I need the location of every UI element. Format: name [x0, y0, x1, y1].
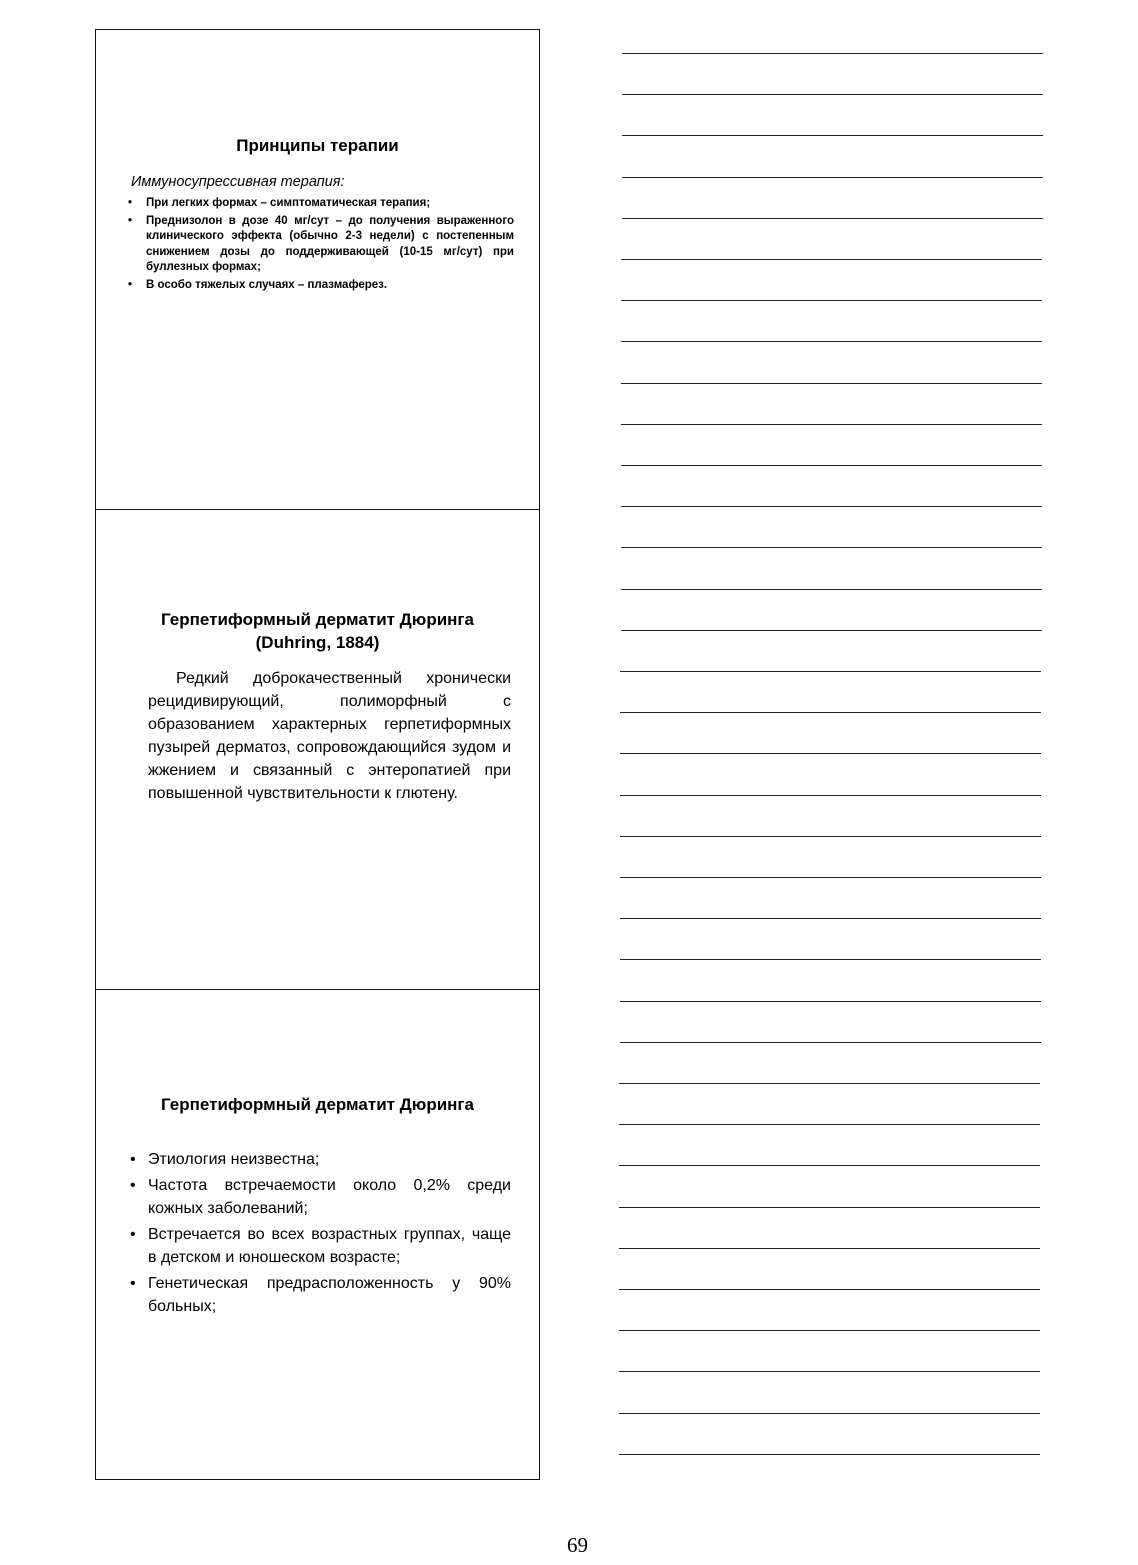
note-line — [620, 753, 1041, 754]
note-line — [621, 547, 1042, 548]
note-line — [619, 1207, 1040, 1208]
note-line — [621, 300, 1042, 301]
slide-therapy-principles — [96, 30, 539, 510]
note-line — [621, 383, 1042, 384]
slide-duhring-facts — [96, 990, 539, 1480]
note-line — [619, 1413, 1040, 1414]
note-line — [619, 1124, 1040, 1125]
note-line — [622, 218, 1043, 219]
list-item: • Встречается во всех возрастных группах, чаще в детском и юношеском возрасте; — [128, 1223, 511, 1270]
bullet-list — [128, 1148, 511, 1321]
slide-duhring-definition — [96, 510, 539, 990]
list-item: • Преднизолон в дозе 40 мг/сут – до получения выраженного клинического эффекта (обычно 2-3 недели) с постепенным снижением дозы до поддерживающей (10-15 мг/сут) при буллезных формах; — [126, 214, 514, 276]
note-line — [622, 135, 1043, 136]
note-line — [620, 795, 1041, 796]
list-item: • Этиология неизвестна; — [128, 1148, 511, 1172]
note-line — [622, 94, 1043, 95]
note-line — [621, 506, 1042, 507]
note-line — [620, 1001, 1041, 1002]
slides-column — [95, 29, 540, 1480]
note-line — [620, 918, 1041, 919]
list-item: • При легких формах – симптоматическая терапия; — [126, 196, 514, 212]
slide-title-line: Герпетиформный дерматит Дюринга — [161, 610, 474, 629]
note-line — [619, 1454, 1040, 1455]
note-line — [620, 1042, 1041, 1043]
note-line — [621, 341, 1042, 342]
note-line — [621, 259, 1042, 260]
note-line — [621, 630, 1042, 631]
slide-title — [96, 608, 539, 654]
note-line — [622, 177, 1043, 178]
note-line — [621, 465, 1042, 466]
bullet-list — [126, 196, 514, 295]
note-line — [619, 1330, 1040, 1331]
note-line — [620, 712, 1041, 713]
list-item: • В особо тяжелых случаях – плазмаферез. — [126, 278, 514, 294]
note-line — [620, 959, 1041, 960]
list-item: • Генетическая предрасположенность у 90% больных; — [128, 1272, 511, 1319]
note-line — [620, 877, 1041, 878]
slide-title: Герпетиформный дерматит Дюринга — [161, 1095, 474, 1114]
note-line — [619, 1289, 1040, 1290]
note-line — [621, 424, 1042, 425]
note-line — [619, 1165, 1040, 1166]
note-line — [619, 1248, 1040, 1249]
definition-paragraph: Редкий доброкачественный хронически рецидивирующий, полиморфный с образованием характерных герпетиформных пузырей дерматоз, сопровождающийся зудом и жжением и связанный с энтеропатией при повышенной чувствительности к глютену. — [148, 670, 511, 802]
slide-title-line: (Duhring, 1884) — [255, 633, 380, 652]
note-line — [620, 836, 1041, 837]
slide-subtitle: Иммуносупрессивная терапия: — [131, 174, 345, 190]
page-number: 69 — [567, 1533, 588, 1557]
note-line — [620, 671, 1041, 672]
note-line — [622, 53, 1043, 54]
note-line — [619, 1371, 1040, 1372]
list-item: • Частота встречаемости около 0,2% среди кожных заболеваний; — [128, 1174, 511, 1221]
note-line — [621, 589, 1042, 590]
note-line — [619, 1083, 1040, 1084]
slide-title: Принципы терапии — [236, 136, 399, 155]
